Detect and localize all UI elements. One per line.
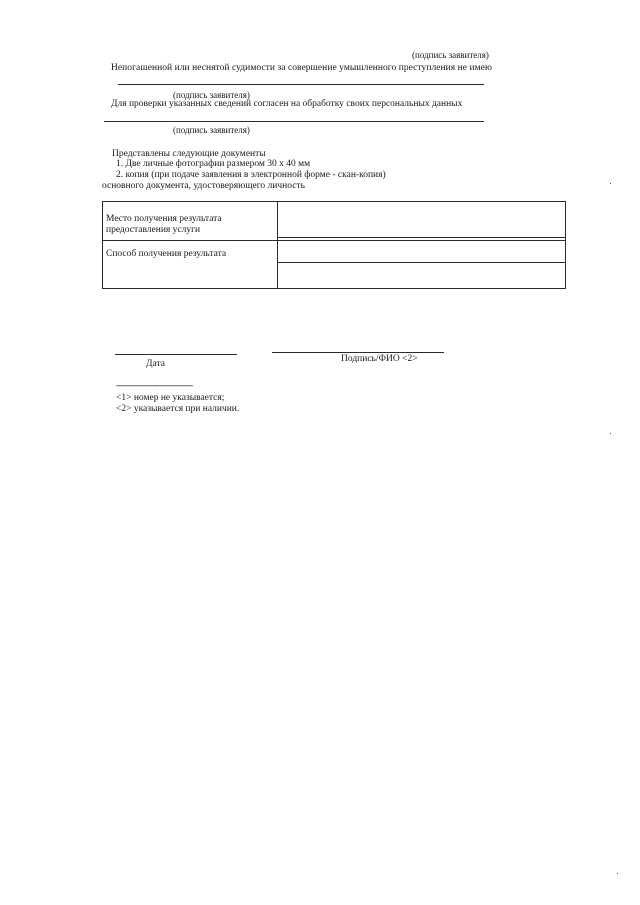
signature-caption-applicant: (подпись заявителя) xyxy=(173,125,250,135)
scan-speck xyxy=(610,433,611,434)
signature-line xyxy=(104,121,484,122)
date-line xyxy=(115,354,237,355)
footnote-1: <1> номер не указывается; xyxy=(116,393,225,403)
result-method-label: Способ получения результата xyxy=(106,249,227,259)
personal-data-consent-statement: Для проверки указанных сведений согласен на обработку своих персональных данных xyxy=(111,99,463,109)
signature-caption-applicant: (подпись заявителя) xyxy=(412,50,489,60)
result-location-label: Место получения результата xyxy=(106,214,222,224)
document-item-id-copy-continued: основного документа, удостоверяющего личность xyxy=(102,181,305,191)
document-item-photos: 1. Две личные фотографии размером 30 х 40 мм xyxy=(116,159,311,169)
result-location-label-continued: предоставления услуги xyxy=(106,225,201,235)
result-location-value-cell[interactable] xyxy=(278,202,565,237)
footnote-separator: -------------------------------- xyxy=(116,380,193,390)
documents-heading: Представлены следующие документы xyxy=(112,149,266,159)
signature-caption-applicant: (подпись заявителя) xyxy=(173,90,250,100)
signature-fio-label: Подпись/ФИО <2> xyxy=(341,354,418,364)
footnote-2: <2> указывается при наличии. xyxy=(116,404,240,414)
no-criminal-record-statement: Непогашенной или неснятой судимости за совершение умышленного преступления не имею xyxy=(111,63,493,73)
result-method-value-cell[interactable] xyxy=(278,263,565,288)
signature-fio-line xyxy=(272,352,444,353)
scan-speck xyxy=(610,183,611,184)
scan-speck xyxy=(617,873,618,874)
signature-line xyxy=(118,84,484,85)
date-label: Дата xyxy=(146,359,165,369)
document-item-id-copy: 2. копия (при подаче заявления в электронной форме - скан-копия) xyxy=(116,170,386,180)
